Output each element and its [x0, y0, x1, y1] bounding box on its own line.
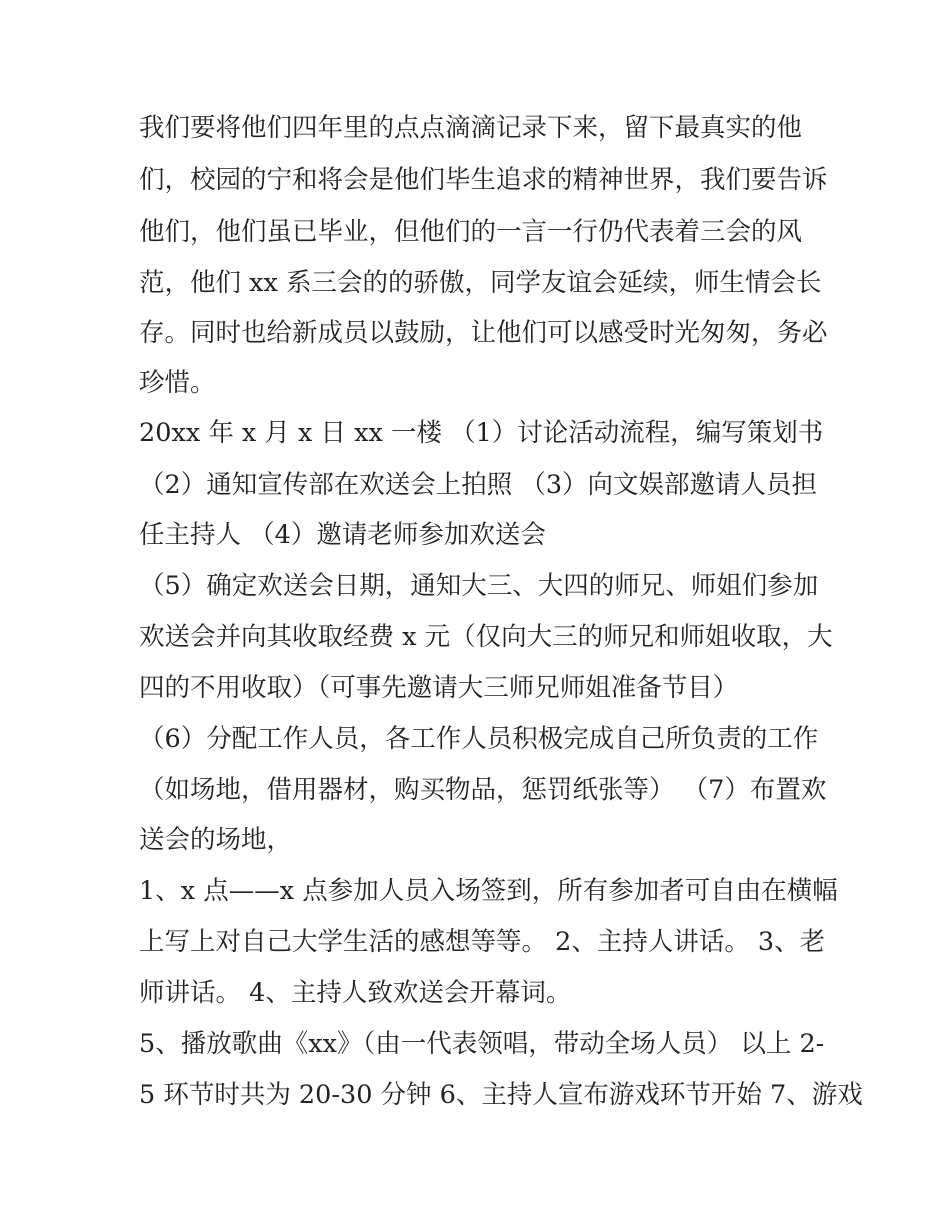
text-line: 1、x 点——x 点参加人员入场签到，所有参加者可自由在横幅	[139, 876, 838, 906]
text-line: （5）确定欢送会日期，通知大三、大四的师兄、师姐们参加	[139, 571, 819, 601]
text-line: 范，他们 xx 系三会的的骄傲，同学友谊会延续，师生情会长	[139, 268, 822, 298]
text-line: 5 环节时共为 20-30 分钟 6、主持人宣布游戏环节开始 7、游戏	[139, 1080, 863, 1110]
text-line: 我们要将他们四年里的点点滴滴记录下来，留下最真实的他	[139, 113, 803, 143]
text-line: 送会的场地，	[139, 825, 293, 855]
text-line: 们，校园的宁和将会是他们毕生追求的精神世界，我们要告诉	[139, 165, 828, 195]
text-line: （6）分配工作人员，各工作人员积极完成自己所负责的工作	[139, 724, 819, 754]
text-line: 5、播放歌曲《xx》（由一代表领唱，带动全场人员） 以上 2-	[139, 1029, 825, 1059]
text-line: 他们，他们虽已毕业，但他们的一言一行仍代表着三会的风	[139, 217, 803, 247]
text-line: 师讲话。 4、主持人致欢送会开幕词。	[139, 978, 572, 1008]
text-line: 上写上对自己大学生活的感想等等。 2、主持人讲话。 3、老	[139, 927, 826, 957]
text-line: 任主持人 （4）邀请老师参加欢送会	[139, 520, 546, 550]
text-line: 20xx 年 x 月 x 日 xx 一楼 （1）讨论活动流程，编写策划书	[139, 418, 824, 448]
text-line: 存。同时也给新成员以鼓励，让他们可以感受时光匆匆，务必	[139, 318, 828, 348]
text-line: （2）通知宣传部在欢送会上拍照 （3）向文娱部邀请人员担	[139, 470, 818, 500]
text-line: 四的不用收取）（可事先邀请大三师兄师姐准备节目）	[139, 673, 739, 703]
text-line: 欢送会并向其收取经费 x 元（仅向大三的师兄和师姐收取，大	[139, 622, 833, 652]
text-line: 珍惜。	[139, 368, 216, 398]
text-line: （如场地，借用器材，购买物品，惩罚纸张等） （7）布置欢	[139, 775, 827, 805]
